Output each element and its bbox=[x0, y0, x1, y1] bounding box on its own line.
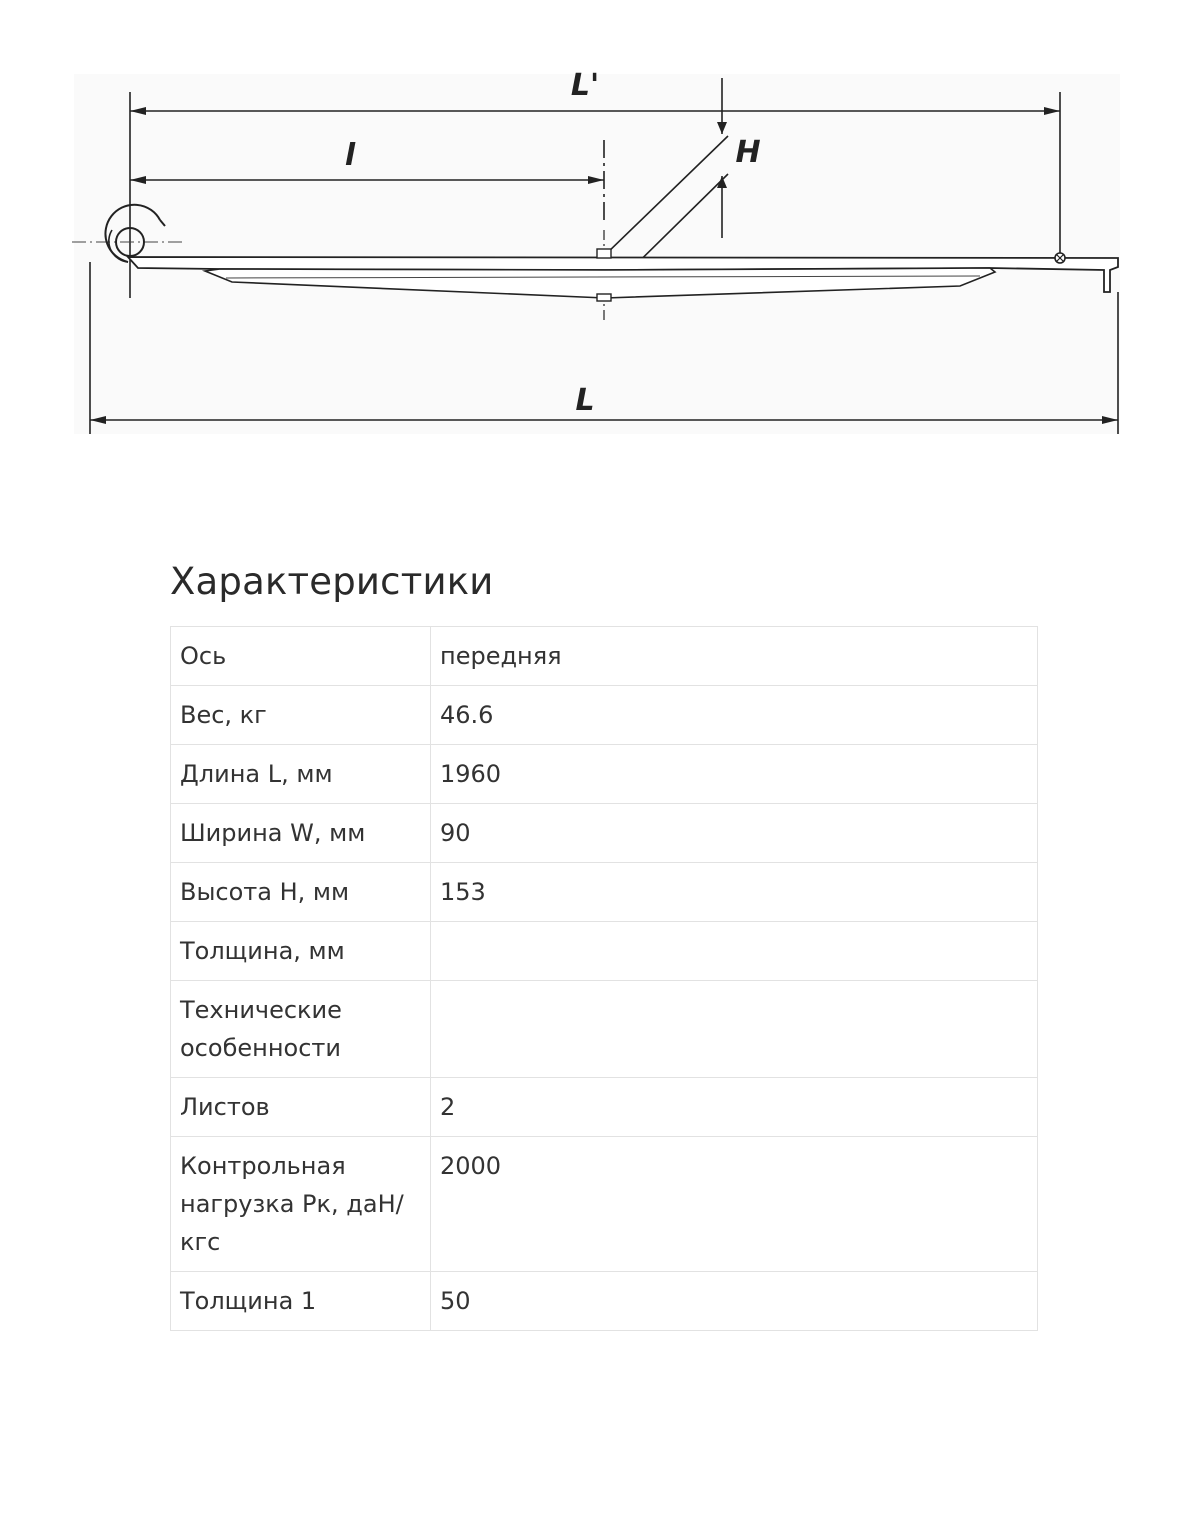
specs-table bbox=[170, 626, 1038, 1331]
table-row bbox=[171, 745, 1038, 804]
table-row bbox=[171, 804, 1038, 863]
table-row bbox=[171, 981, 1038, 1078]
label-L: L bbox=[575, 383, 595, 418]
spec-label: Высота H, мм bbox=[171, 863, 431, 922]
spec-value: 50 bbox=[431, 1272, 1038, 1331]
table-row bbox=[171, 1078, 1038, 1137]
spec-value: 1960 bbox=[431, 745, 1038, 804]
spec-value bbox=[431, 922, 1038, 981]
table-row bbox=[171, 686, 1038, 745]
spec-label: Ширина W, мм bbox=[171, 804, 431, 863]
spec-value: 90 bbox=[431, 804, 1038, 863]
center-bolt-head bbox=[597, 249, 611, 258]
spec-label: Листов bbox=[171, 1078, 431, 1137]
table-row bbox=[171, 627, 1038, 686]
spec-value bbox=[431, 981, 1038, 1078]
spec-label: Контрольная нагрузка Рк, даН/кгс bbox=[171, 1137, 431, 1272]
spec-value: 2000 bbox=[431, 1137, 1038, 1272]
spec-label: Длина L, мм bbox=[171, 745, 431, 804]
spec-label: Технические особенности bbox=[171, 981, 431, 1078]
specs-title: Характеристики bbox=[170, 560, 494, 603]
center-bolt-nut bbox=[597, 294, 611, 301]
leaf-spring-drawing bbox=[60, 60, 1140, 450]
spec-label: Ось bbox=[171, 627, 431, 686]
table-row bbox=[171, 922, 1038, 981]
leaf-spring-diagram bbox=[60, 60, 1140, 450]
table-row bbox=[171, 1137, 1038, 1272]
label-l: l bbox=[344, 138, 356, 173]
spec-label: Толщина, мм bbox=[171, 922, 431, 981]
spec-label: Вес, кг bbox=[171, 686, 431, 745]
table-row bbox=[171, 1272, 1038, 1331]
spec-label: Толщина 1 bbox=[171, 1272, 431, 1331]
spec-value: передняя bbox=[431, 627, 1038, 686]
table-row bbox=[171, 863, 1038, 922]
spec-value: 46.6 bbox=[431, 686, 1038, 745]
label-L-prime: L' bbox=[570, 68, 600, 103]
label-H: H bbox=[735, 135, 761, 170]
spec-value: 153 bbox=[431, 863, 1038, 922]
spec-value: 2 bbox=[431, 1078, 1038, 1137]
